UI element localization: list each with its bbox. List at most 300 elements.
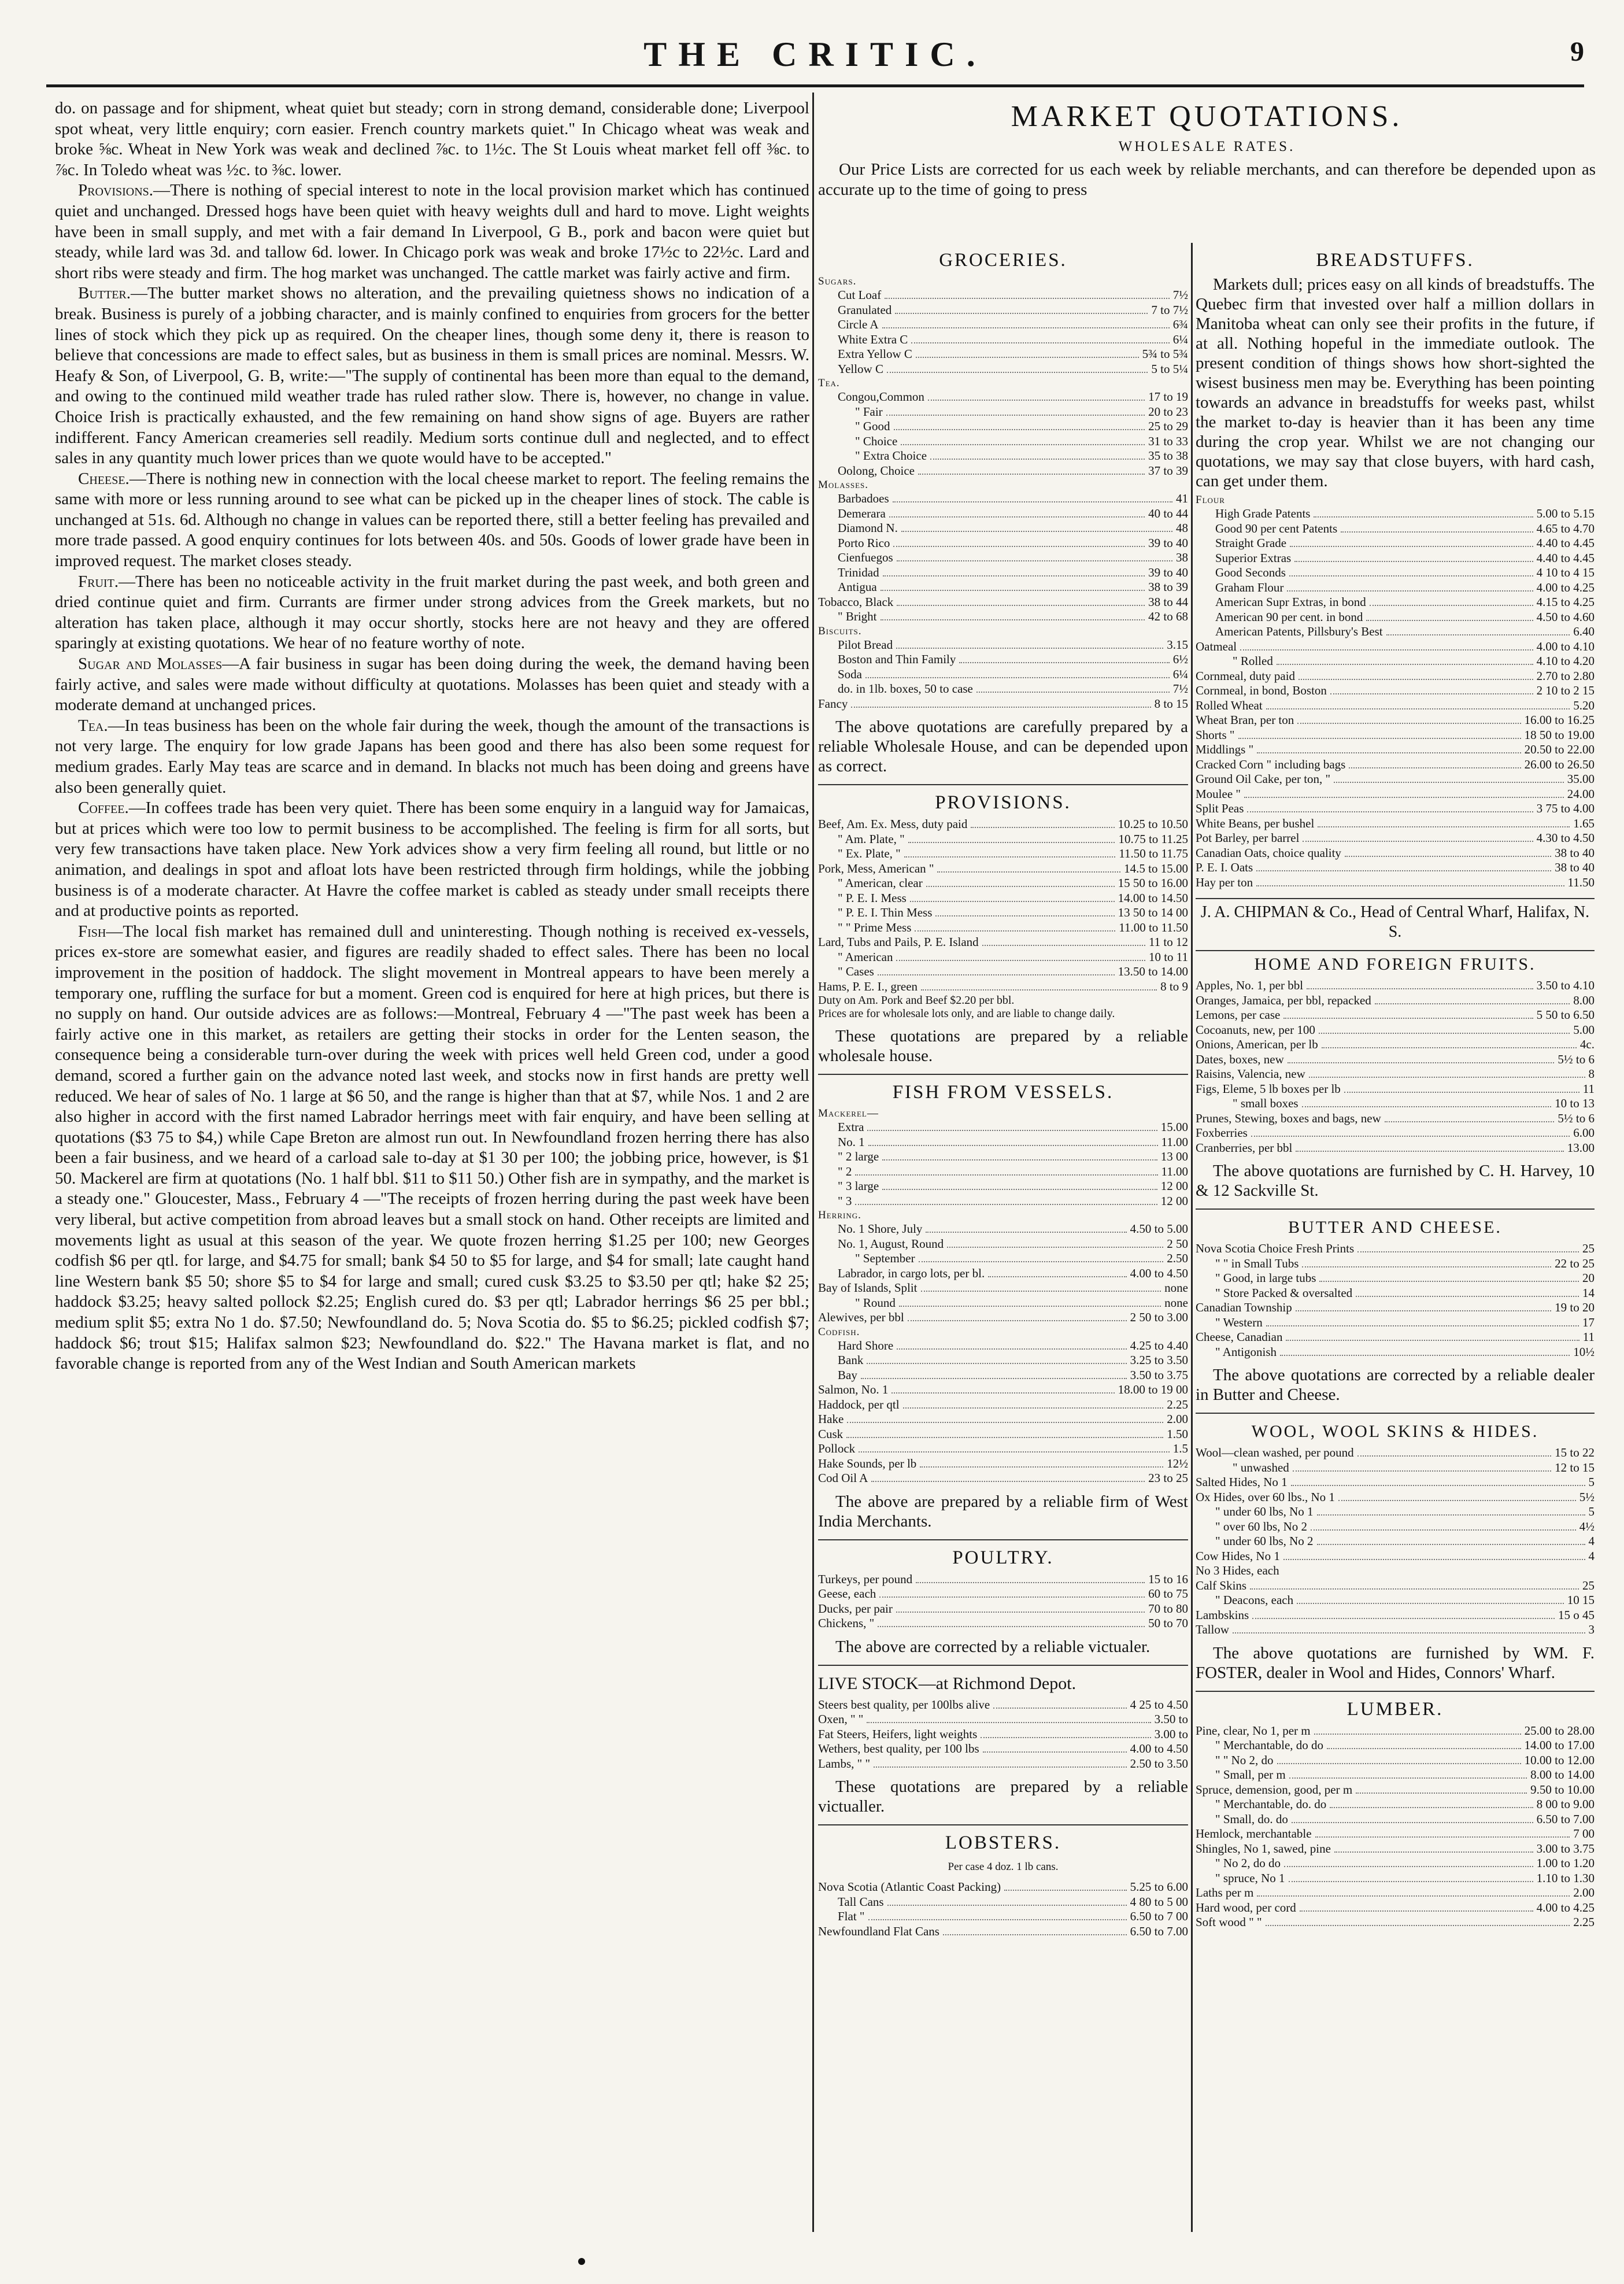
item-name: Superior Extras	[1215, 550, 1292, 565]
dot-leader	[1233, 1632, 1585, 1633]
dot-leader	[1293, 1470, 1551, 1472]
dot-leader	[879, 1596, 1145, 1598]
quotation-row	[1196, 581, 1595, 596]
item-price: 2.70 to 2.80	[1536, 668, 1595, 683]
paragraph-text: —A fair business in sugar has been doing during the week, the demand having been fairly active, and sales were made without difficulty at quotations. Molasses has been quiet and steady with a moderate demand at unchanged prices.	[55, 655, 809, 715]
item-name: Trinidad	[838, 565, 879, 579]
item-price: 2 50	[1167, 1236, 1188, 1251]
item-price: 4 80 to 5 00	[1130, 1894, 1188, 1909]
page-number: 9	[1570, 36, 1584, 67]
item-price: 1.50	[1167, 1426, 1188, 1441]
section-rule	[1196, 1691, 1595, 1692]
dot-leader	[893, 546, 1145, 547]
item-price: 15 to 16	[1148, 1572, 1188, 1586]
poultry-note: The above are corrected by a reliable victualer.	[835, 1637, 1151, 1656]
section-title: LOBSTERS.	[945, 1832, 1061, 1853]
item-name: Good Seconds	[1215, 566, 1286, 579]
item-price: 6.00	[1573, 1126, 1595, 1140]
report-paragraph	[55, 180, 809, 283]
item-price: 31 to 33	[1148, 434, 1188, 448]
quotation-row	[818, 1135, 1188, 1150]
quotation-row	[818, 1924, 1188, 1939]
item-name: " 3 large	[838, 1179, 879, 1193]
item-price: 10.75 to 11.25	[1118, 831, 1188, 846]
item-price: 5.25 to 6.00	[1130, 1880, 1188, 1894]
section-title: WOOL, WOOL SKINS & HIDES.	[1251, 1422, 1539, 1441]
quotation-row	[1196, 1871, 1595, 1886]
item-name: No 3 Hides, each	[1196, 1564, 1279, 1577]
quotation-row	[818, 1457, 1188, 1472]
item-name: " Antigonish	[1215, 1344, 1277, 1359]
item-name: Hay per ton	[1196, 875, 1253, 889]
item-name: Sugars.	[818, 275, 857, 287]
paragraph-heading: Fruit.	[78, 572, 119, 591]
quotation-row	[1196, 624, 1595, 640]
item-price: 25	[1582, 1578, 1595, 1592]
paragraph-heading: Sugar and Molasses	[78, 655, 223, 674]
dot-leader	[1319, 1281, 1579, 1282]
item-price: 25	[1582, 1241, 1595, 1255]
item-price: 6½	[1172, 652, 1188, 666]
item-name: Bay	[838, 1368, 857, 1382]
dot-leader	[894, 429, 1145, 430]
item-name: Foxberries	[1196, 1126, 1248, 1140]
dot-leader	[1280, 1355, 1570, 1356]
dot-leader	[846, 1437, 1163, 1438]
item-price: 6¼	[1172, 332, 1188, 346]
quotation-row	[1196, 1579, 1595, 1594]
quotation-row	[818, 332, 1188, 348]
report-paragraph	[55, 716, 809, 798]
item-name: Canadian Oats, choice quality	[1196, 845, 1341, 860]
dot-leader	[935, 915, 1114, 916]
dot-leader	[1250, 1588, 1579, 1590]
item-name: " Good	[855, 419, 890, 433]
item-price: 10.25 to 10.50	[1118, 817, 1188, 831]
quotation-row	[818, 609, 1188, 624]
item-name: Cheese, Canadian	[1196, 1330, 1283, 1344]
item-price: 13 00	[1160, 1150, 1188, 1163]
dot-leader	[887, 372, 1148, 373]
item-name: " Bright	[838, 609, 877, 623]
dot-leader	[891, 1392, 1114, 1394]
quotation-row	[1196, 536, 1595, 551]
item-name: " under 60 lbs, No 2	[1215, 1534, 1314, 1548]
quotation-row	[1196, 1300, 1595, 1315]
section-rule	[818, 1665, 1188, 1666]
quotation-row	[818, 1602, 1188, 1617]
item-name: " Cases	[838, 964, 874, 978]
quotation-row	[1196, 1461, 1595, 1476]
item-name: Hemlock, merchantable	[1196, 1827, 1312, 1840]
item-price: 6¼	[1172, 667, 1188, 681]
item-name: Straight Grade	[1215, 536, 1287, 550]
item-name: " Merchantable, do. do	[1215, 1797, 1327, 1811]
dot-leader	[1251, 1136, 1570, 1137]
item-price: 11 to 12	[1148, 935, 1188, 949]
quotation-row	[1196, 1271, 1595, 1286]
quotation-row	[1196, 1111, 1595, 1126]
item-price: 38	[1176, 550, 1188, 564]
item-price: 7½	[1172, 682, 1188, 696]
item-price: 15 to 22	[1555, 1446, 1595, 1459]
item-name: Fat Steers, Heifers, light weights	[818, 1727, 978, 1741]
item-name: Oxen, " "	[818, 1712, 864, 1726]
item-price: 38 to 39	[1148, 580, 1188, 594]
quotation-row	[1196, 1724, 1595, 1739]
item-name: " September	[855, 1251, 915, 1265]
dot-leader	[1266, 708, 1570, 709]
item-name: " spruce, No 1	[1215, 1871, 1285, 1885]
item-price: 6.40	[1573, 624, 1595, 638]
item-price: none	[1164, 1295, 1188, 1310]
quotation-row	[818, 1165, 1188, 1180]
breadstuffs-section	[1196, 251, 1595, 942]
item-price: 19 to 20	[1555, 1300, 1595, 1314]
provisions-table	[818, 817, 1188, 994]
dot-leader	[1334, 1851, 1533, 1853]
dot-leader	[983, 1751, 1127, 1753]
quotation-row	[1196, 669, 1595, 684]
market-quotations-title: MARKET QUOTATIONS.	[1011, 100, 1403, 133]
item-price: 42 to 68	[1148, 609, 1188, 623]
quotation-row	[818, 1587, 1188, 1602]
quotation-row	[818, 624, 1188, 638]
item-price: 4.50 to 5.00	[1130, 1222, 1188, 1236]
item-price: 6.50 to 7 00	[1130, 1909, 1188, 1923]
item-price: 70 to 80	[1148, 1601, 1188, 1616]
dot-leader	[1294, 561, 1533, 562]
item-name: Laths per m	[1196, 1886, 1254, 1899]
quotation-row	[1196, 507, 1595, 522]
item-price: 11	[1582, 1330, 1595, 1344]
item-price: 1.10 to 1.30	[1536, 1871, 1595, 1885]
quotation-row	[818, 303, 1188, 318]
item-name: Soda	[838, 667, 862, 681]
item-name: Circle A	[838, 317, 879, 331]
dot-leader	[896, 648, 1163, 649]
quotation-row	[1196, 1315, 1595, 1331]
item-name: American 90 per cent. in bond	[1215, 609, 1363, 624]
dot-leader	[1289, 1881, 1533, 1882]
item-name: Moulee "	[1196, 786, 1241, 801]
section-title: BUTTER AND CHEESE.	[1288, 1218, 1502, 1237]
item-price: 4.00 to 4.50	[1130, 1742, 1188, 1755]
item-name: Chickens, "	[818, 1616, 875, 1630]
dot-leader	[859, 1451, 1170, 1453]
item-name: Extra Yellow C	[838, 347, 912, 361]
item-price: 11.50	[1567, 875, 1595, 889]
quotation-row	[1196, 595, 1595, 610]
item-name: Lard, Tubs and Pails, P. E. Island	[818, 935, 979, 949]
lobsters-section	[818, 1834, 1188, 1939]
item-name: Herring.	[818, 1209, 861, 1221]
item-price: 4.30 to 4.50	[1536, 831, 1595, 845]
dot-leader	[867, 1130, 1157, 1131]
item-name: Nova Scotia Choice Fresh Prints	[1196, 1241, 1355, 1255]
item-name: No. 1	[838, 1134, 865, 1149]
item-price: 26.00 to 26.50	[1524, 757, 1595, 771]
item-name: Cornmeal, duty paid	[1196, 668, 1296, 683]
dot-leader	[904, 856, 1116, 858]
item-name: American Patents, Pillsbury's Best	[1215, 624, 1383, 638]
dot-leader	[1288, 1062, 1555, 1063]
dot-leader	[897, 560, 1172, 561]
item-name: " Merchantable, do do	[1215, 1738, 1324, 1752]
quotation-row	[1196, 1915, 1595, 1930]
item-price: 25.00 to 28.00	[1524, 1723, 1595, 1738]
quotation-row	[818, 980, 1188, 995]
quotation-row	[1196, 1345, 1595, 1360]
quotation-row	[818, 1208, 1188, 1222]
item-price: 6.50 to 7.00	[1536, 1812, 1595, 1826]
dot-leader	[897, 605, 1145, 606]
item-price: 15 50 to 16.00	[1118, 876, 1188, 890]
item-price: 4.40 to 4.45	[1536, 536, 1595, 550]
section-rule	[1196, 950, 1595, 951]
item-name: Pilot Bread	[838, 637, 893, 652]
item-name: Fancy	[818, 696, 848, 711]
item-price: 8	[1588, 1067, 1595, 1081]
item-price: 13.00	[1567, 1140, 1595, 1155]
butter-table	[1196, 1241, 1595, 1359]
section-title: LIVE STOCK—at Richmond Depot.	[818, 1673, 1076, 1693]
dot-leader	[868, 1145, 1158, 1146]
dot-leader	[976, 692, 1170, 693]
item-name: " Ex. Plate, "	[838, 847, 901, 860]
dot-leader	[908, 842, 1115, 843]
item-price: none	[1164, 1281, 1188, 1295]
quotation-row	[1196, 1797, 1595, 1812]
item-name: " Round	[855, 1295, 896, 1310]
dot-leader	[937, 871, 1120, 873]
dot-leader	[1266, 1925, 1570, 1926]
section-rule	[818, 1824, 1188, 1825]
dot-leader	[1283, 1559, 1585, 1560]
column-divider	[1191, 243, 1193, 2232]
lobsters-table	[818, 1880, 1188, 1939]
item-price: 35.00	[1567, 772, 1595, 786]
item-price: 8.00	[1573, 993, 1595, 1007]
quotation-row	[818, 950, 1188, 965]
item-name: White Beans, per bushel	[1196, 816, 1315, 830]
quotation-row	[1196, 1827, 1595, 1842]
item-name: Extra	[838, 1120, 864, 1134]
item-price: 14.00 to 14.50	[1118, 890, 1188, 905]
dot-leader	[1290, 546, 1533, 547]
dot-leader	[1338, 1500, 1576, 1501]
dot-leader	[988, 1276, 1126, 1277]
quotation-row	[1196, 831, 1595, 846]
item-name: Tobacco, Black	[818, 594, 894, 609]
item-name: " Good, in large tubs	[1215, 1271, 1316, 1285]
quotation-row	[818, 1572, 1188, 1587]
quotation-row	[818, 1266, 1188, 1281]
quotation-row	[818, 964, 1188, 980]
quotation-row	[818, 1442, 1188, 1457]
item-price: 5½ to 6	[1558, 1111, 1595, 1125]
item-name: Figs, Eleme, 5 lb boxes per lb	[1196, 1081, 1341, 1096]
item-price: 11.50 to 11.75	[1119, 847, 1188, 860]
item-name: Cod Oil A	[818, 1471, 868, 1485]
dot-leader	[993, 1708, 1126, 1709]
item-name: Canadian Township	[1196, 1300, 1292, 1314]
item-price: 4	[1588, 1534, 1595, 1548]
print-mark	[578, 2258, 585, 2265]
quotation-row	[818, 1698, 1188, 1713]
item-name: Boston and Thin Family	[838, 652, 956, 666]
lumber-table	[1196, 1724, 1595, 1930]
item-price: 6¾	[1172, 317, 1188, 331]
quotation-row	[1196, 772, 1595, 787]
dot-leader	[1256, 885, 1564, 886]
quotation-row	[818, 1727, 1188, 1742]
item-name: Graham Flour	[1215, 580, 1284, 594]
quotation-row	[1196, 1241, 1595, 1256]
item-price: 38 to 40	[1555, 845, 1595, 860]
item-name: High Grade Patents	[1215, 507, 1311, 520]
quotation-row	[818, 1310, 1188, 1325]
section-rule	[818, 1539, 1188, 1540]
item-price: 4½	[1579, 1519, 1595, 1533]
dot-leader	[981, 1737, 1151, 1738]
quotation-row	[818, 478, 1188, 491]
quotation-row	[818, 580, 1188, 595]
dot-leader	[928, 400, 1145, 401]
breadstuffs-table	[1196, 493, 1595, 890]
dot-leader	[1314, 516, 1533, 518]
item-price: 8 00 to 9.00	[1536, 1797, 1595, 1811]
paragraph-text: —The local fish market has remained dull and uninteresting. Though nothing is received ex-vessels, prices ex-store are somewhat easier, and figures are readily shaded to effect sales. There has been no local improvement in the position of haddock. The slight movement in Montreal appears to have been merely a temporary one, ruffling the surface for but a moment. Green cod is enquired for here at high prices, but there is no supply on hand. Our outside advices are as follows:—Montreal, February 4 —"The past week has been a fairly active one in this market, as retailers are getting their stocks in order for the Lenten season, the consequence being a considerable turn-over during the week with prices well held Green cod, under a good demand, scored a further gain on the advance noted last week, and stocks now in first hands are pretty well reduced. We hear of sales of No. 1 large at $6 50, and the range is higher than that at $7, while Nos. 1 and 2 are also higher in accord with the first named Labrador herrings meet with fair enquiry, and have been selling at quotations ($3 75 to $4,) while Cape Breton are almost run out. In Newfoundland frozen herring there has also been a fair business, and we heard of a carload sale to-day at $1 30 per 100; the jobbing price, however, is $1 50. Mackerel are firm at quotations (No. 1 half bbl. $11 to $11 50.) Other fish are in sympathy, and the market is a steady one." Gloucester, Mass., February 4 —"The receipts of frozen herring during the past week have been very liberal, but active competition from abroad leaves but a small stock on hand. Other receipts are limited and movements light as usual at this season of the year. We quote frozen herring $1.25 per 100; new Georges codfish $6 per qtl. for large, and $4.75 for small; bank $4 50 to $5 for large, and $4 for small; late caught hand line Western bank $5 50; shore $5 to $4 for large and small; cured cusk $3.25 to $3.50 per qtl; hake $2 25; haddock $3.25; heavy salted pollock $2.25; English cured do. $3 per qtl; Labrador herrings $6 25 per bbl.; medium split $5; extra No 1 do. $7.50; Newfoundland do. 5; Nova Scotia do. $5 to $6.25; pickled codfish $7; haddock $6; trout $15; Halifax salmon $23; Newfoundland do. $22." The Havana market is flat, and no favorable change is reported from any of the West Indian and South American markets	[55, 922, 809, 1373]
item-name: Bay of Islands, Split	[818, 1281, 918, 1295]
item-price: 6.50 to 7.00	[1130, 1924, 1188, 1938]
quotation-row	[1196, 993, 1595, 1008]
section-rule	[1196, 898, 1595, 899]
item-price: 11.00	[1161, 1134, 1188, 1149]
item-price: 15 o 45	[1558, 1607, 1595, 1622]
dot-leader	[886, 415, 1145, 416]
report-paragraph	[55, 922, 809, 1374]
item-name: " " Prime Mess	[838, 920, 912, 934]
dot-leader	[1317, 1514, 1585, 1516]
item-name: Steers best quality, per 100lbs alive	[818, 1697, 990, 1712]
dot-leader	[1297, 723, 1521, 724]
item-price: 10 15	[1567, 1593, 1595, 1607]
item-name: " P. E. I. Mess	[838, 890, 907, 905]
quotation-row	[1196, 1286, 1595, 1301]
item-price: 2.00	[1167, 1412, 1188, 1426]
quotation-row	[1196, 640, 1595, 655]
dot-leader	[1315, 1836, 1570, 1838]
item-price: 4.40 to 4.45	[1536, 550, 1595, 565]
item-name: Oatmeal	[1196, 639, 1237, 653]
item-price: 48	[1176, 521, 1188, 535]
quotation-row	[1196, 1052, 1595, 1067]
right-quotations-column	[1196, 243, 1595, 1930]
item-price: 4.10 to 4.20	[1536, 654, 1595, 668]
dot-leader	[910, 901, 1115, 902]
dot-leader	[882, 1159, 1157, 1161]
item-price: 11	[1582, 1081, 1595, 1096]
item-price: 2.50	[1167, 1251, 1188, 1265]
item-name: Porto Rico	[838, 535, 890, 550]
dot-leader	[901, 444, 1145, 445]
item-name: Split Peas	[1196, 801, 1244, 815]
item-price: 4.00 to 4.50	[1130, 1266, 1188, 1280]
dot-leader	[1240, 649, 1533, 651]
quotation-row	[1196, 1330, 1595, 1345]
dot-leader	[1299, 679, 1533, 680]
fruits-section	[1196, 955, 1595, 1200]
dot-leader	[1357, 1251, 1579, 1252]
dot-leader	[919, 1261, 1164, 1262]
item-name: " American, clear	[838, 876, 923, 890]
dot-leader	[867, 1363, 1126, 1364]
fruits-note: The above quotations are furnished by C. H. Harvey, 10 & 12 Sackville St.	[1196, 1162, 1595, 1200]
wool-note: The above quotations are furnished by WM. F. FOSTER, dealer in Wool and Hides, Connors' Wharf.	[1196, 1643, 1595, 1682]
quotation-row	[818, 491, 1188, 507]
paragraph-heading: Tea.	[78, 716, 108, 735]
report-paragraph	[55, 98, 809, 180]
section-title: GROCERIES.	[939, 250, 1067, 271]
quotation-row	[1196, 1023, 1595, 1038]
dot-leader	[1287, 590, 1533, 592]
quotation-row	[818, 1353, 1188, 1368]
lumber-section	[1196, 1700, 1595, 1930]
quotation-row	[1196, 1096, 1595, 1111]
item-price: 3 75 to 4.00	[1536, 801, 1595, 815]
quotation-row	[818, 521, 1188, 536]
dot-leader	[874, 1766, 1127, 1768]
quotation-row	[1196, 1856, 1595, 1871]
dot-leader	[899, 1306, 1161, 1307]
item-name: " 2 large	[838, 1150, 879, 1163]
item-price: 3.00 to 3.75	[1536, 1841, 1595, 1856]
quotation-row	[1196, 713, 1595, 728]
quotation-row	[1196, 1768, 1595, 1783]
quotation-row	[818, 1757, 1188, 1772]
section-title: BREADSTUFFS.	[1316, 250, 1474, 271]
dot-leader	[1357, 1455, 1552, 1457]
dot-leader	[1345, 856, 1551, 857]
item-name: Cut Loaf	[838, 288, 882, 302]
item-price: 4.25 to 4.40	[1130, 1338, 1188, 1352]
item-price: 5	[1588, 1505, 1595, 1518]
item-name: No. 1, August, Round	[838, 1236, 944, 1251]
item-name: " " in Small Tubs	[1215, 1256, 1299, 1270]
dot-leader	[1309, 1077, 1585, 1078]
quotation-row	[818, 1150, 1188, 1165]
report-paragraph	[55, 798, 809, 922]
item-price: 12 00	[1160, 1179, 1188, 1193]
item-name: Lambs, " "	[818, 1756, 871, 1771]
quotation-row	[1196, 1738, 1595, 1753]
quotation-row	[1196, 551, 1595, 566]
quotation-row	[818, 362, 1188, 377]
fruits-table	[1196, 978, 1595, 1155]
provisions-section	[818, 793, 1188, 1066]
quotation-row	[1196, 1901, 1595, 1916]
quotation-row	[1196, 1564, 1595, 1579]
section-title: PROVISIONS.	[935, 792, 1071, 813]
quotation-row	[1196, 816, 1595, 831]
duty-note: Duty on Am. Pork and Beef $2.20 per bbl.	[818, 994, 1015, 1007]
item-name: Spruce, demension, good, per m	[1196, 1782, 1353, 1797]
quotation-row	[818, 1179, 1188, 1194]
quotation-row	[1196, 493, 1595, 507]
dot-leader	[865, 677, 1170, 678]
case-size-note: Per case 4 doz. 1 lb cans.	[948, 1861, 1059, 1873]
